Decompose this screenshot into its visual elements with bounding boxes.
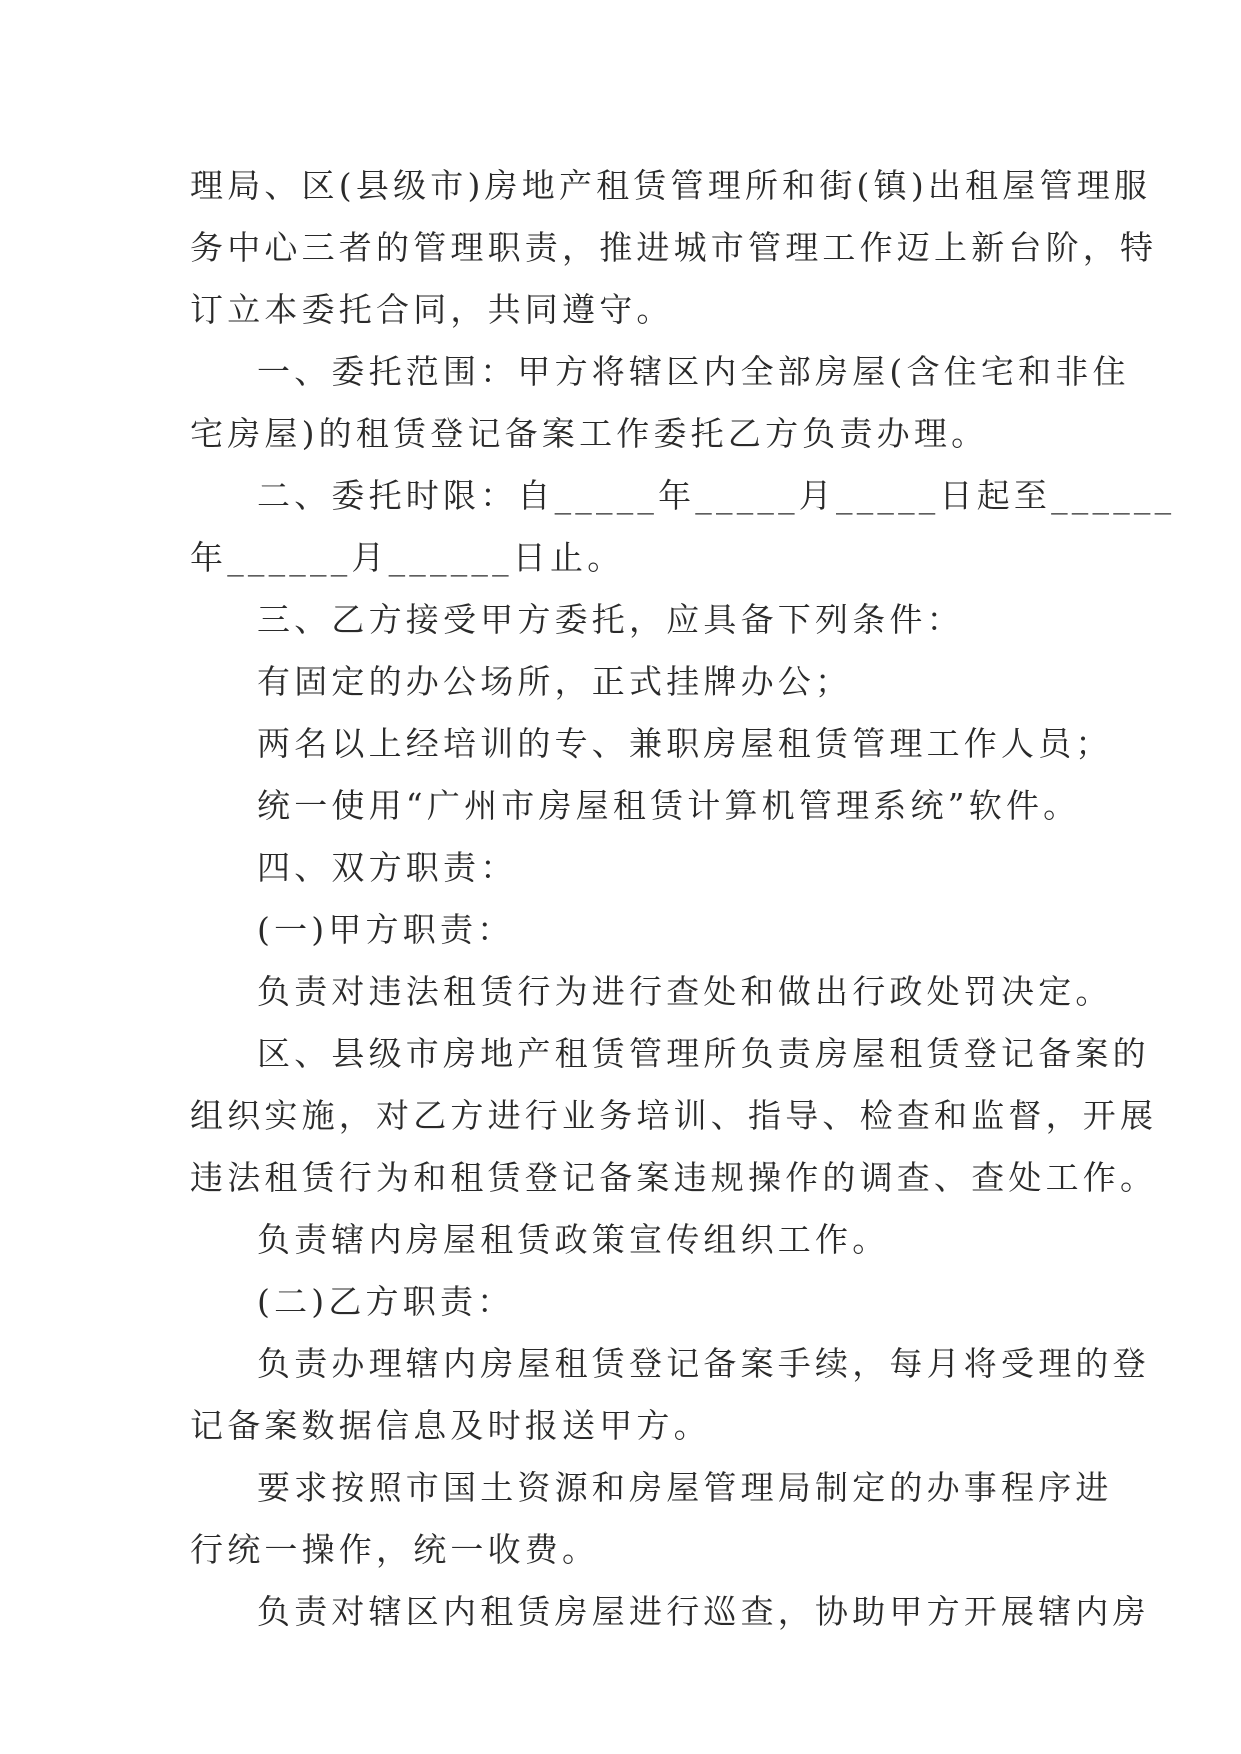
text-line: 订立本委托合同，共同遵守。 [190,290,674,329]
text-line: 负责辖内房屋租赁政策宣传组织工作。 [257,1220,890,1259]
text-line: 宅房屋)的租赁登记备案工作委托乙方负责办理。 [190,414,989,453]
text-line: 负责对违法租赁行为进行查处和做出行政处罚决定。 [257,972,1113,1011]
text-line: 务中心三者的管理职责，推进城市管理工作迈上新台阶，特 [190,228,1158,267]
text-line: 年______月______日止。 [190,538,625,577]
subsection-heading: (一)甲方职责： [257,910,515,949]
text-line: 有固定的办公场所，正式挂牌办公； [257,662,853,701]
text-line: 组织实施，对乙方进行业务培训、指导、检查和监督，开展 [190,1096,1158,1135]
text-line: 负责办理辖内房屋租赁登记备案手续，每月将受理的登 [257,1344,1150,1383]
text-line: 二、委托时限：自_____年_____月_____日起至______ [257,476,1176,515]
contract-body-text [190,155,1176,1643]
text-line: 理局、区(县级市)房地产租赁管理所和街(镇)出租屋管理服 [190,166,1152,205]
text-line: 一、委托范围：甲方将辖区内全部房屋(含住宅和非住 [257,352,1130,391]
text-line: 两名以上经培训的专、兼职房屋租赁管理工作人员； [257,724,1113,763]
text-line: 统一使用“广州市房屋租赁计算机管理系统”软件。 [257,786,1081,825]
text-line: 记备案数据信息及时报送甲方。 [190,1406,711,1445]
subsection-heading: (二)乙方职责： [257,1282,515,1321]
text-line: 三、乙方接受甲方委托，应具备下列条件： [257,600,964,639]
text-line: 要求按照市国土资源和房屋管理局制定的办事程序进 [257,1468,1113,1507]
text-line: 区、县级市房地产租赁管理所负责房屋租赁登记备案的 [257,1034,1150,1073]
text-line: 负责对辖区内租赁房屋进行巡查，协助甲方开展辖内房 [257,1592,1150,1631]
section-heading: 四、双方职责： [257,848,518,887]
text-line: 违法租赁行为和租赁登记备案违规操作的调查、查处工作。 [190,1158,1158,1197]
text-line: 行统一操作，统一收费。 [190,1530,600,1569]
